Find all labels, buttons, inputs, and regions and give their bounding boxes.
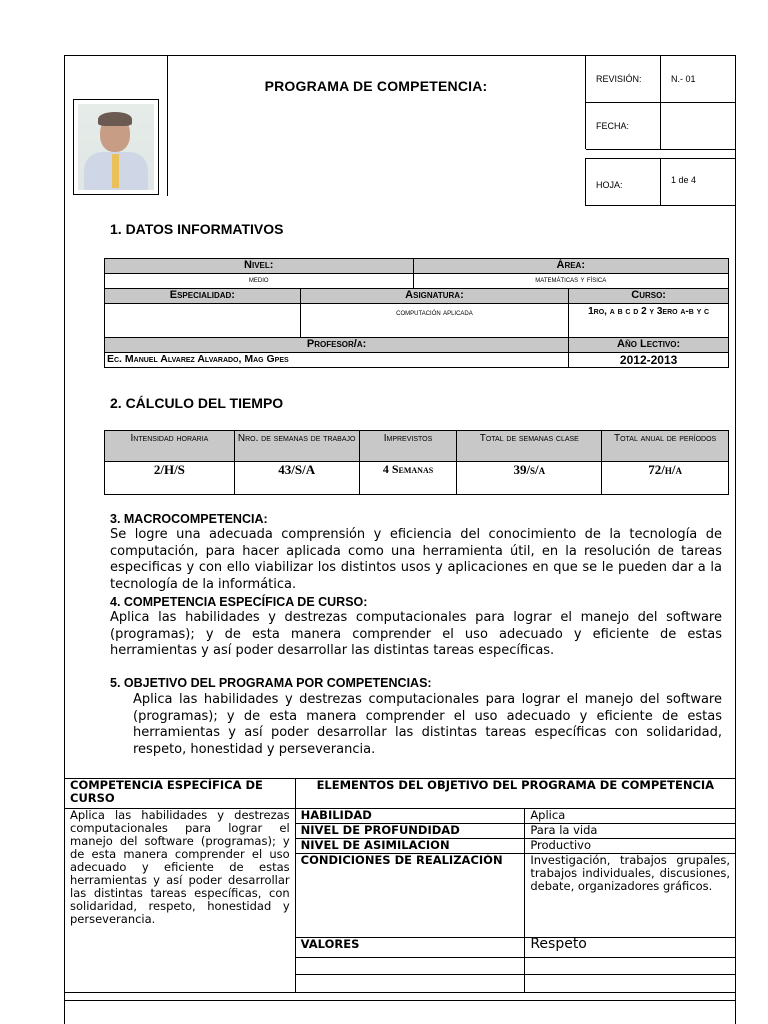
especialidad-value — [105, 304, 301, 338]
empty-cell — [525, 975, 736, 993]
empty-cell — [295, 975, 525, 993]
row-value-condiciones: Investigación, trabajos grupales, trabajos individuales, discusiones, debate, organizadores gráficos. — [525, 854, 736, 938]
anio-label: Año Lectivo: — [569, 338, 729, 353]
hoja-value: 1 de 4 — [671, 175, 697, 185]
col-nro-semanas: Nro. de semanas de trabajo — [234, 431, 359, 462]
row-value-asimilacion: Productivo — [525, 839, 736, 854]
fecha-value — [661, 103, 735, 149]
row-label-valores: VALORES — [295, 938, 525, 958]
section-5-title: 5. OBJETIVO DEL PROGRAMA POR COMPETENCIAS: — [110, 676, 432, 690]
calculo-tiempo-table — [104, 430, 729, 495]
section-4-title: 4. COMPETENCIA ESPECÍFICA DE CURSO: — [110, 595, 368, 609]
teacher-photo — [73, 99, 159, 195]
row-value-habilidad: Aplica — [525, 809, 736, 824]
datos-informativos-table — [104, 258, 729, 368]
hoja-box — [585, 158, 736, 206]
hoja-label: HOJA: — [586, 159, 661, 205]
competencia-especifica-cell: Aplica las habilidades y destrezas computacionales para lograr el manejo del software (programas); y de esta manera comprender el uso adecuado y eficiente de estas herramientas y así poder desarrollar las distintas tareas específicas, con solidaridad, respeto, honestidad y perseverancia. — [65, 809, 296, 993]
revision-label: REVISIÓN: — [586, 56, 661, 102]
col-total-semanas: Total de semanas clase — [457, 431, 602, 462]
col1-header: COMPETENCIA ESPECÍFICA DE CURSO — [65, 779, 296, 809]
val-imprevistos: 4 Semanas — [359, 462, 457, 495]
revision-value: N.- 01 — [671, 74, 696, 84]
col-imprevistos: Imprevistos — [359, 431, 457, 462]
area-value: matemáticas y física — [413, 274, 729, 289]
revision-grid — [585, 55, 736, 149]
asignatura-label: Asignatura: — [300, 289, 569, 304]
val-total-anual: 72/h/a — [602, 462, 729, 495]
page-title: PROGRAMA DE COMPETENCIA: — [264, 78, 488, 94]
col-total-anual: Total anual de períodos — [602, 431, 729, 462]
frame-left-line — [64, 196, 65, 778]
row-label-asimilacion: NIVEL DE ASIMILACION — [295, 839, 525, 854]
val-intensidad: 2/H/S — [105, 462, 235, 495]
row-value-profundidad: Para la vida — [525, 824, 736, 839]
section-2-title: 2. CÁLCULO DEL TIEMPO — [110, 395, 284, 411]
empty-row — [65, 1001, 736, 1024]
competencia-table — [64, 778, 736, 1024]
competencia-especifica-text: Aplica las habilidades y destrezas computacionales para lograr el manejo del software (programas); y de esta manera comprender el uso adecuado y eficiente de estas herramientas y así poder desarrollar las distintas tareas específicas. — [110, 610, 722, 659]
profesor-label: Profesor/a: — [105, 338, 569, 353]
asignatura-value: computación aplicada — [300, 304, 569, 338]
curso-value: 1ro, a b c d 2 y 3ero a-b y c — [569, 304, 729, 338]
section-3-title: 3. MACROCOMPETENCIA: — [110, 512, 268, 526]
especialidad-label: Especialidad: — [105, 289, 301, 304]
fecha-label: FECHA: — [586, 103, 661, 149]
row-label-condiciones: CONDICIONES DE REALIZACIÓN — [295, 854, 525, 938]
macrocompetencia-text: Se logre una adecuada comprensión y eficiencia del conocimiento de la tecnología de computación, para hacer aplicada como una herramienta útil, en la resolución de tareas especificas y con ello viabilizar los distintos usos y aplicaciones en que se le pueden dar a la tecnología de la informática. — [110, 527, 722, 592]
val-total-semanas: 39/s/a — [457, 462, 602, 495]
col-intensidad: Intensidad horaria — [105, 431, 235, 462]
anio-value: 2012-2013 — [569, 353, 729, 368]
frame-right-line — [735, 196, 736, 778]
val-nro-semanas: 43/S/A — [234, 462, 359, 495]
col2-header: ELEMENTOS DEL OBJETIVO DEL PROGRAMA DE COMPETENCIA — [295, 779, 735, 809]
nivel-label: Nivel: — [105, 259, 414, 274]
fecha-row — [586, 103, 735, 150]
curso-label: Curso: — [569, 289, 729, 304]
row-value-valores: Respeto — [525, 938, 736, 958]
row-label-profundidad: NIVEL DE PROFUNDIDAD — [295, 824, 525, 839]
objetivo-programa-text: Aplica las habilidades y destrezas computacionales para lograr el manejo del software (programas); y de esta manera comprender el uso adecuado y eficiente de estas herramientas y así poder desarrollar las distintas tareas específicas con solidaridad, respeto, honestidad y perseverancia. — [133, 692, 722, 757]
row-label-habilidad: HABILIDAD — [295, 809, 525, 824]
revision-row — [586, 56, 735, 103]
empty-cell — [295, 958, 525, 975]
empty-cell — [525, 958, 736, 975]
section-1-title: 1. DATOS INFORMATIVOS — [110, 221, 284, 237]
area-label: Área: — [413, 259, 729, 274]
nivel-value: medio — [105, 274, 414, 289]
profesor-value: Ec. Manuel Alvarez Alvarado, Mag Gpes — [105, 353, 569, 368]
empty-row — [65, 993, 736, 1001]
